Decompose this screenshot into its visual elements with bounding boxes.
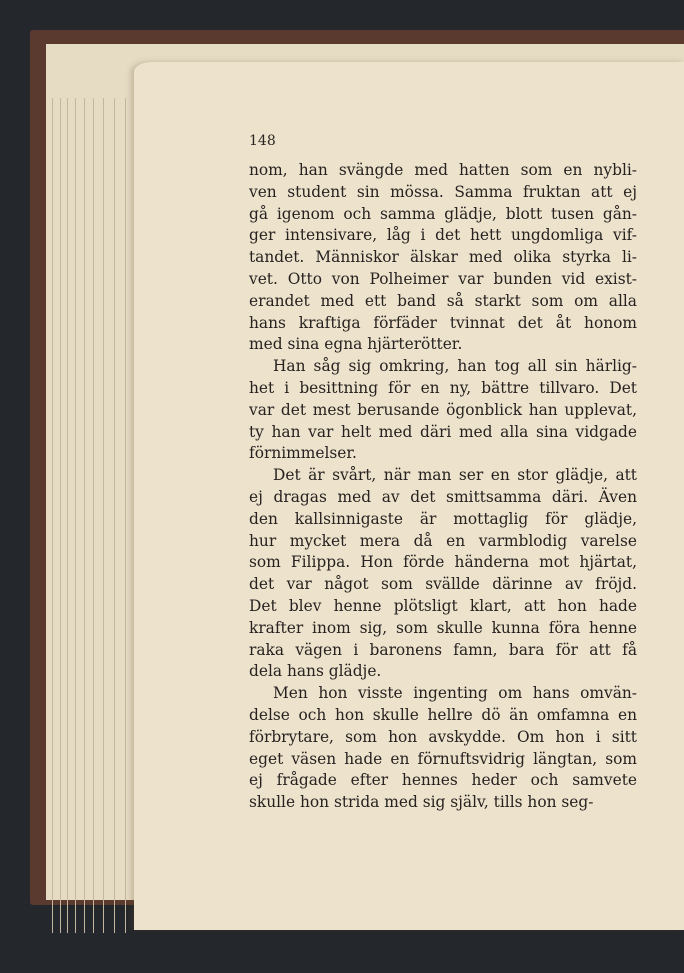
text-line: ty han var helt med däri med alla sina vidgade <box>249 422 637 441</box>
text-line: var det mest berusande ögonblick han upplevat, <box>249 400 637 419</box>
text-line: Det blev henne plötsligt klart, att hon hade <box>249 596 637 615</box>
text-line: het i besittning för en ny, bättre tillvaro. Det <box>249 378 637 397</box>
text-line: Men hon visste ingenting om hans omvän- <box>273 684 637 703</box>
page-edge <box>125 98 126 933</box>
text-line: raka vägen i baronens famn, bara för att få <box>249 640 637 659</box>
text-line: nom, han svängde med hatten som en nybli- <box>249 161 637 179</box>
text-line: ej frågade efter hennes heder och samvete <box>249 771 637 790</box>
page-edge <box>114 98 115 933</box>
page-edge <box>75 98 76 933</box>
text-line: gå igenom och samma glädje, blott tusen gån- <box>249 204 637 223</box>
text-line: tandet. Människor älskar med olika styrka li- <box>249 248 637 267</box>
text-line: eget väsen hade en förnuftsvidrig längtan, som <box>249 749 637 768</box>
page-edge <box>103 98 104 933</box>
text-line: den kallsinnigaste är mottaglig för glädje, <box>249 509 637 528</box>
text-line: erandet med ett band så starkt som om alla <box>249 291 637 310</box>
text-line: som Filippa. Hon förde händerna mot hjärtat, <box>249 553 637 572</box>
text-line: Det är svårt, när man ser en stor glädje, att <box>273 466 637 485</box>
page-edge <box>84 98 85 933</box>
text-line: det var något som svällde därinne av fröjd. <box>249 575 637 594</box>
text-line: hans kraftiga förfäder tvinnat det åt honom <box>249 313 637 332</box>
text-line: ger intensivare, låg i det hett ungdomliga vif- <box>249 226 637 245</box>
page-edge <box>93 98 94 933</box>
text-line: Han såg sig omkring, han tog all sin härlig- <box>273 357 637 376</box>
body-text <box>249 160 637 814</box>
text-line: skulle hon strida med sig själv, tills hon seg- <box>249 793 594 812</box>
text-line: förbrytare, som hon avskydde. Om hon i sitt <box>249 727 637 746</box>
text-line: hur mycket mera då en varmblodig varelse <box>249 531 637 550</box>
text-line: delse och hon skulle hellre dö än omfamna en <box>249 705 637 724</box>
text-line: krafter inom sig, som skulle kunna föra henne <box>249 618 637 637</box>
text-line: med sina egna hjärterötter. <box>249 335 463 354</box>
text-line: förnimmelser. <box>249 444 357 463</box>
page-number: 148 <box>249 133 276 149</box>
page-edge <box>60 98 61 933</box>
text-line: vet. Otto von Polheimer var bunden vid exist- <box>249 269 637 288</box>
text-line: ven student sin mössa. Samma fruktan att ej <box>249 182 637 201</box>
text-line: ej dragas med av det smittsamma däri. Även <box>249 487 637 506</box>
page-edge <box>52 98 53 933</box>
page-edge <box>67 98 68 933</box>
text-line: dela hans glädje. <box>249 662 382 681</box>
